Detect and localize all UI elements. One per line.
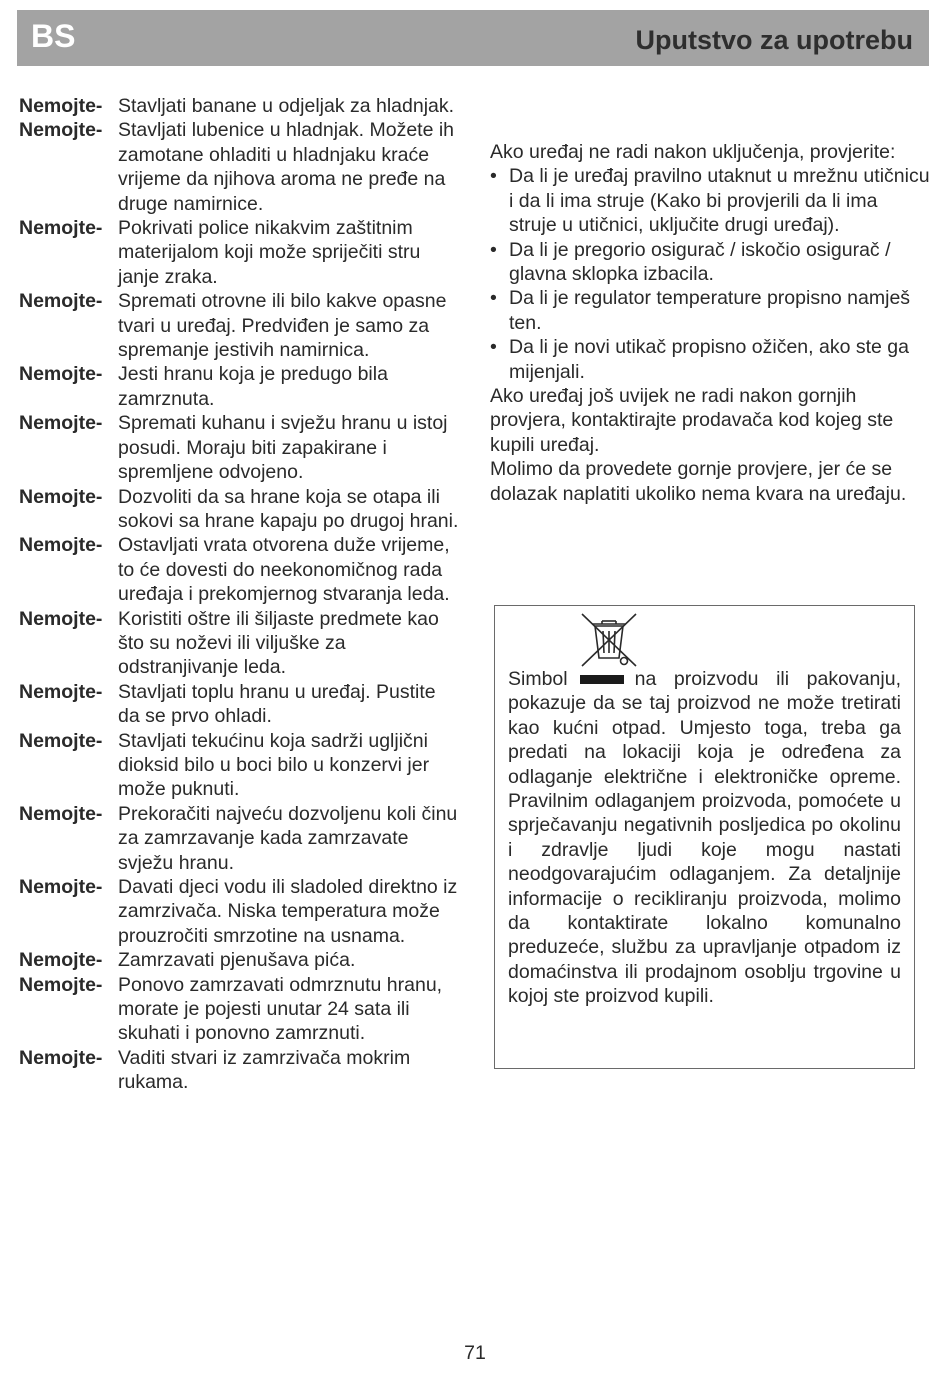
rule-item [19,973,459,1046]
troubleshooting-intro: Ako uređaj ne radi nakon uključenja, provjerite: [490,141,896,163]
rule-text: Koristiti oštre ili šiljaste predmete kao što su noževi ili viljuške za odstranjivanje leda. [118,607,439,679]
rule-text: Spremati kuhanu i svježu hranu u istoj posudi. Moraju biti zapakirane i spremljene odvojeno. [118,412,448,484]
disposal-prefix: Simbol [508,668,568,690]
rule-text: Pokrivati police nikakvim zaštitnim materijalom koji može spriječiti stru janje zraka. [118,217,421,288]
rule-text: Spremati otrovne ili bilo kakve opasne tvari u uređaj. Predviđen je samo za spremanje jestivih namirnica. [118,290,447,362]
rule-key: Nemojte- [19,802,103,825]
disposal-text [508,667,901,1009]
page-title: Uputstvo za upotrebu [635,25,913,55]
language-code: BS [31,18,76,54]
rule-item [19,607,459,680]
rule-text: Ponovo zamrzavati odmrznutu hranu, morate je pojesti unutar 24 sata ili skuhati i ponovno zamrznuti. [118,973,443,1045]
rule-key: Nemojte- [19,412,103,435]
crossed-out-wheelie-bin-icon [580,612,638,668]
check-item: • Da li je novi utikač propisno ožičen, ako ste ga mijenjali. [490,335,930,384]
rule-item [19,948,459,972]
rule-item [19,289,459,362]
disposal-body: na proizvodu ili pakovanju, pokazuje da se taj proizvod ne može tretirati kao kućni otpad. Umjesto toga, treba ga predati na lokaciji koja je određena za odlaganje električne i elektroničke opreme. Pravilnim odlaganjem proizvoda, pomoćete u sprječavanju negativnih posljedica po okolinu i zdravlje ljudi koje mogu nastati neodgovarajućim odlaganjem. Za detaljnije informacije o recikliranju proizvoda, molimo da kontaktirate lokalno komunalno preduzeće, službu za upravljanje otpadom iz domaćinstva ili prodajnom osoblju trgovine u kojoj ste proizvod kupili. [508,668,901,1008]
rule-item [19,411,459,484]
rule-item [19,533,459,606]
rule-text: Stavljati tekućinu koja sadrži ugljični dioksid bilo u boci bilo u konzervi jer može puknuti. [118,729,430,801]
rule-text: Vaditi stvari iz zamrzivača mokrim rukama. [118,1046,411,1094]
rule-item [19,1046,459,1095]
rule-text: Zamrzavati pjenušava pića. [118,949,356,972]
rule-text: Prekoračiti najveću dozvoljenu koli činu za zamrzavanje kada zamrzavate svježu hranu. [118,802,458,874]
page-number: 71 [464,1342,486,1364]
symbol-bar-icon [580,675,624,684]
check-item: • Da li je uređaj pravilno utaknut u mrežnu utičnicu i da li ima struje (Kako bi provjerili da li ima struje u utičnici, uključite drugi uređaj). [490,164,930,237]
rule-key: Nemojte- [19,973,103,996]
rule-text: Stavljati toplu hranu u uređaj. Pustite da se prvo ohladi. [118,680,436,728]
rule-key: Nemojte- [19,119,103,142]
rule-key: Nemojte- [19,217,103,240]
rule-key: Nemojte- [19,534,103,557]
rule-item [19,94,459,118]
rule-key: Nemojte- [19,949,103,972]
rule-key: Nemojte- [19,729,103,752]
rule-key: Nemojte- [19,363,103,386]
troubleshooting-section [490,140,930,506]
page-header [17,10,929,66]
rule-text: Dozvoliti da sa hrane koja se otapa ili sokovi sa hrane kapaju po drugoj hrani. [118,485,459,532]
checks-list [490,164,930,384]
check-item: • Da li je pregorio osigurač / iskočio osigurač / glavna sklopka izbacila. [490,238,930,287]
rule-key: Nemojte- [19,95,103,117]
troubleshooting-note: Molimo da provedete gornje provjere, jer će se dolazak naplatiti ukoliko nema kvara na uređaju. [490,458,907,505]
rule-item [19,680,459,729]
rules-list [19,94,459,1095]
rule-item [19,362,459,411]
rule-text: Stavljati lubenice u hladnjak. Možete ih zamotane ohladiti u hladnjaku kraće vrijeme da njihova aroma ne pređe na druge namirnice. [118,119,455,215]
troubleshooting-after-checks: Ako uređaj još uvijek ne radi nakon gornjih provjera, kontaktirajte prodavača kod kojeg ste kupili uređaj. [490,385,894,456]
rule-key: Nemojte- [19,876,103,898]
rule-text: Davati djeci vodu ili sladoled direktno iz zamrzivača. Niska temperatura može prouzročiti smrzotine na usnama. [118,876,458,947]
rule-item [19,216,459,289]
rule-item [19,118,459,216]
rule-item [19,802,459,875]
rule-text: Ostavljati vrata otvorena duže vrijeme, to će dovesti do neekonomičnog rada uređaja i prekomjernog stvaranja leda. [118,534,450,606]
rule-key: Nemojte- [19,607,103,630]
rule-text: Jesti hranu koja je predugo bila zamrznuta. [118,363,388,410]
rule-text: Stavljati banane u odjeljak za hladnjak. [118,95,455,117]
check-item: • Da li je regulator temperature propisno namješ ten. [490,286,930,335]
rule-item [19,875,459,948]
rule-item [19,729,459,802]
rule-item [19,485,459,534]
rule-key: Nemojte- [19,680,103,703]
disposal-notice-box [494,605,915,1069]
rule-key: Nemojte- [19,290,103,313]
rule-key: Nemojte- [19,485,103,508]
rule-key: Nemojte- [19,1046,103,1069]
